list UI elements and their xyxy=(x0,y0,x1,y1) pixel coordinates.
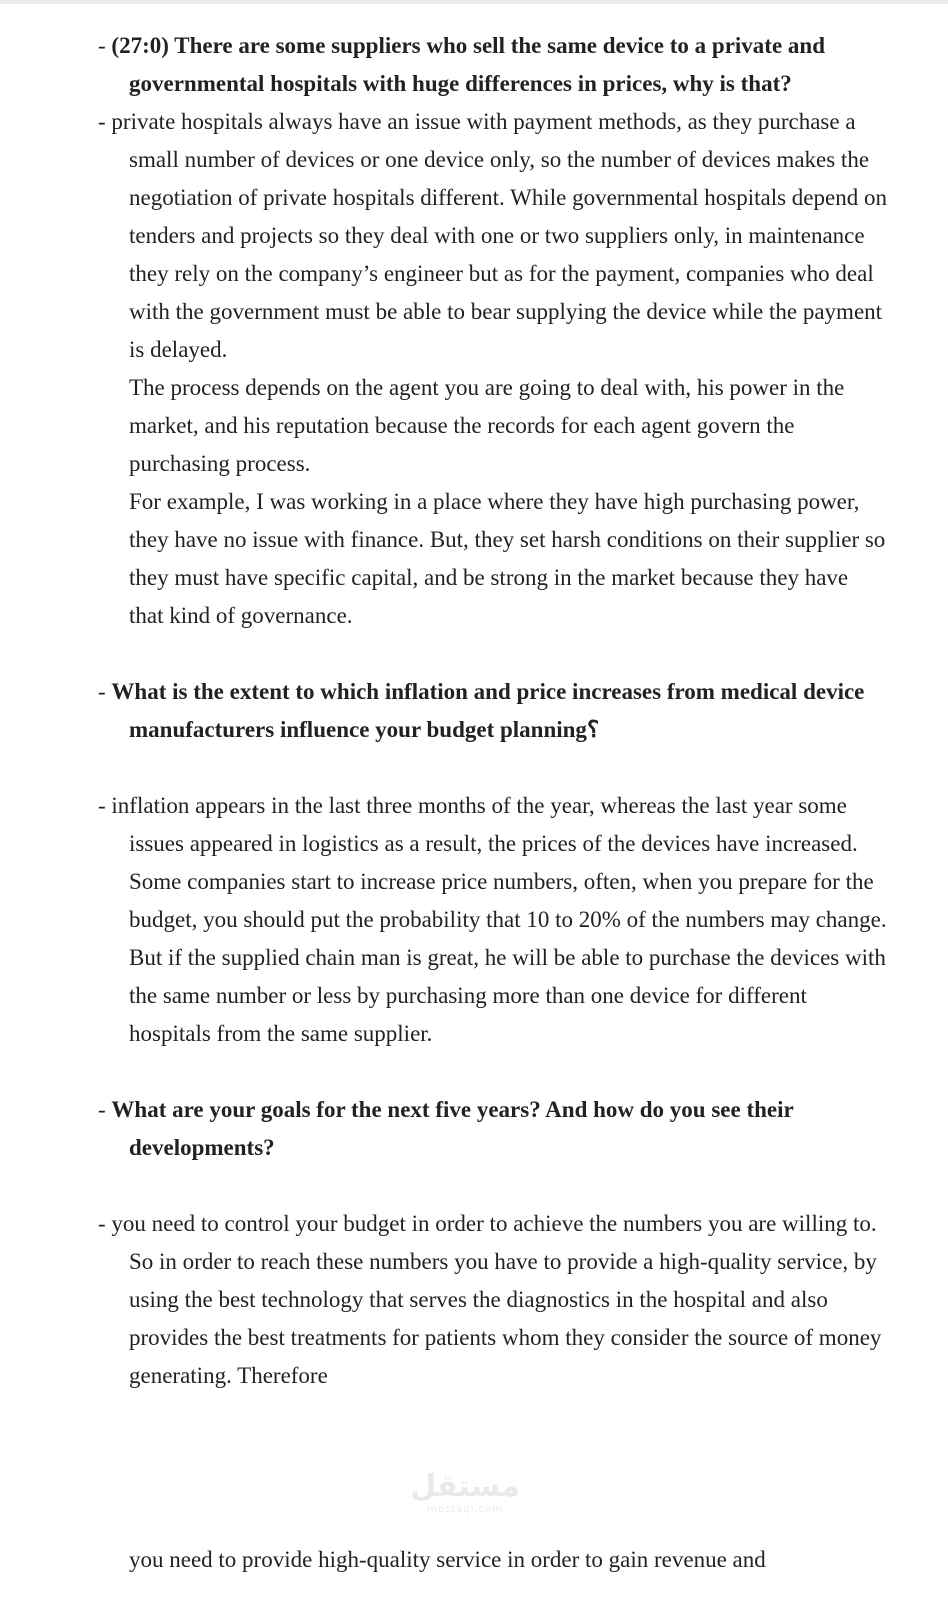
bullet-dash: - xyxy=(98,1097,112,1122)
answer-1 xyxy=(98,103,888,369)
answer-2-paragraph-1: inflation appears in the last three months of the year, whereas the last year some issues appeared in logistics as a result, the prices of the devices have increased. xyxy=(111,793,858,856)
bullet-dash: - xyxy=(98,33,112,58)
spacer xyxy=(98,1167,888,1205)
bullet-dash: - xyxy=(98,1211,112,1236)
watermark-subtext: mostaql.com xyxy=(427,1504,503,1515)
question-2 xyxy=(98,673,888,749)
bullet-dash: - xyxy=(98,109,112,134)
answer-1-paragraph-1: private hospitals always have an issue with payment methods, as they purchase a small number of devices or one device only, so the number of devices makes the negotiation of private hospitals different. While governmental hospitals depend on tenders and projects so they deal with one or two suppliers only, in maintenance they rely on the company’s engineer but as for the payment, companies who deal with the government must be able to bear supplying the device while the payment is delayed. xyxy=(111,109,887,362)
question-1 xyxy=(98,27,888,103)
top-edge xyxy=(0,0,948,4)
question-1-text: (27:0) There are some suppliers who sell the same device to a private and governmental hospitals with huge differences in prices, why is that? xyxy=(111,33,825,96)
answer-2-paragraph-2: Some companies start to increase price numbers, often, when you prepare for the budget, you should put the probability that 10 to 20% of the numbers may change. But if the supplied chain man is great, he will be able to purchase the devices with the same number or less by purchasing more than one device for different hospitals from the same supplier. xyxy=(129,869,887,1046)
spacer xyxy=(98,1053,888,1091)
watermark-text: مستقل xyxy=(410,1469,520,1504)
bullet-dash: - xyxy=(98,679,112,704)
watermark-logo xyxy=(400,1470,530,1530)
answer-2 xyxy=(98,787,888,863)
answer-3-paragraph-1: you need to control your budget in order to achieve the numbers you are willing to. So in order to reach these numbers you have to provide a high-quality service, by using the best technology that serves the diagnostics in the hospital and also provides the best treatments for patients whom they consider the source of money generating. Therefore xyxy=(111,1211,882,1388)
answer-1-paragraph-2: The process depends on the agent you are going to deal with, his power in the market, and his reputation because the records for each agent govern the purchasing process. xyxy=(129,375,845,476)
answer-3 xyxy=(98,1205,888,1395)
answer-1-paragraph-3: For example, I was working in a place where they have high purchasing power, they have no issue with finance. But, they set harsh conditions on their supplier so they must have specific capital, and be strong in the market because they have that kind of governance. xyxy=(129,489,886,628)
question-3 xyxy=(98,1091,888,1167)
question-2-text: What is the extent to which inflation and price increases from medical device manufacturers influence your budget planning؟ xyxy=(111,679,865,742)
question-3-text: What are your goals for the next five years? And how do you see their developments? xyxy=(111,1097,794,1160)
spacer xyxy=(98,749,888,787)
bullet-dash: - xyxy=(98,793,112,818)
document-body xyxy=(98,27,888,1395)
answer-3-partial-line: you need to provide high-quality service in order to gain revenue and xyxy=(129,1547,766,1572)
spacer xyxy=(98,635,888,673)
